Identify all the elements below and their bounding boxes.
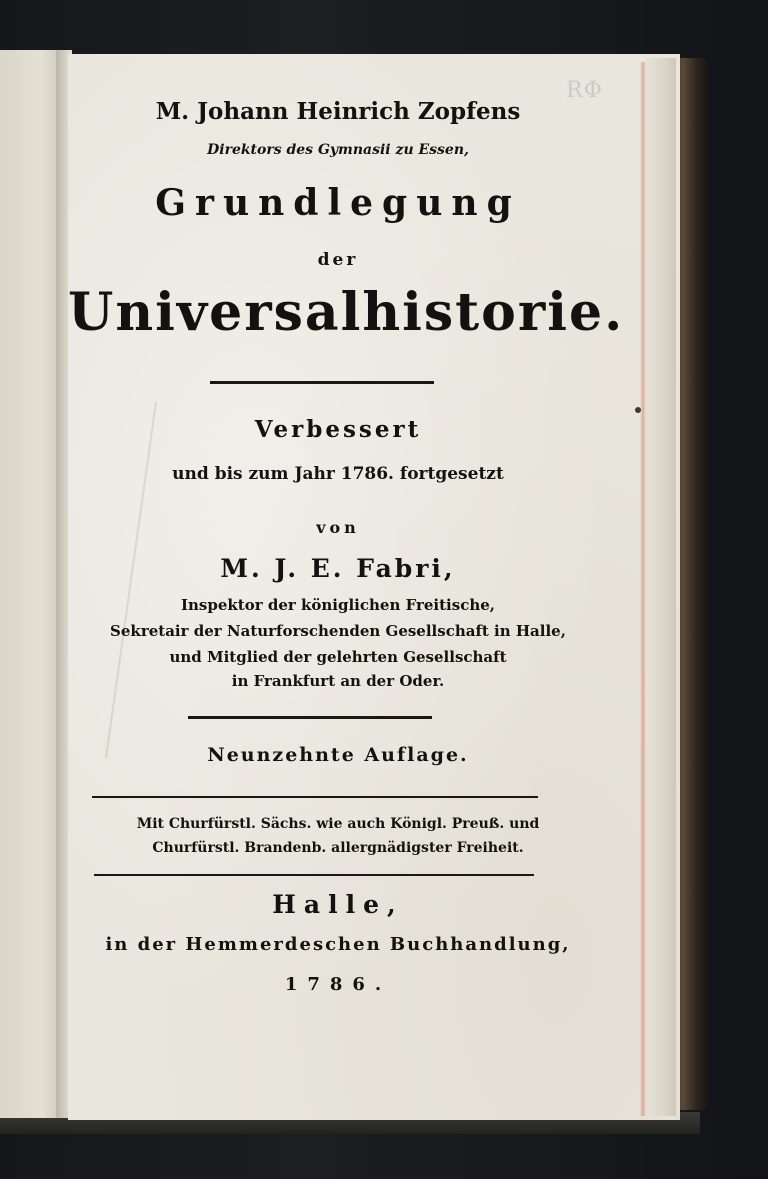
- ink-spot: [635, 407, 641, 413]
- privilege-line: Mit Churfürstl. Sächs. wie auch Königl. Preuß. und: [136, 816, 540, 832]
- credential-line: und Mitglied der gelehrten Gesellschaft: [169, 648, 507, 666]
- imprint-place: Halle,: [272, 890, 404, 919]
- credential-line: in Frankfurt an der Oder.: [231, 672, 445, 690]
- credential-line: Inspektor der königlichen Freitische,: [180, 596, 495, 614]
- imprint-year: 1786.: [284, 974, 392, 995]
- divider-rule: [94, 874, 534, 876]
- edition-line: Neunzehnte Auflage.: [207, 744, 469, 766]
- divider-rule: [92, 796, 538, 798]
- title-big: Universalhistorie.: [68, 282, 625, 343]
- editor-name: M. J. E. Fabri,: [220, 554, 456, 583]
- page-fore-edge: [646, 58, 676, 1116]
- by-line: von: [316, 518, 360, 537]
- privilege-line: Churfürstl. Brandenb. allergnädigster Freiheit.: [152, 840, 524, 856]
- director-line: Direktors des Gymnasii zu Essen,: [207, 142, 469, 158]
- library-stamp: RФ: [566, 78, 603, 103]
- divider-rule: [188, 716, 432, 719]
- title-connector: der: [317, 250, 359, 270]
- title-main: Grundlegung: [155, 182, 521, 224]
- credential-line: Sekretair der Naturforschenden Gesellschaft in Halle,: [110, 622, 566, 640]
- continued-line: und bis zum Jahr 1786. fortgesetzt: [172, 464, 504, 484]
- author-line: M. Johann Heinrich Zopfens: [155, 98, 521, 125]
- left-endpaper: [0, 50, 60, 1118]
- imprint-publisher: in der Hemmerdeschen Buchhandlung,: [105, 934, 571, 955]
- improved-line: Verbessert: [254, 416, 422, 443]
- divider-rule: [210, 381, 434, 384]
